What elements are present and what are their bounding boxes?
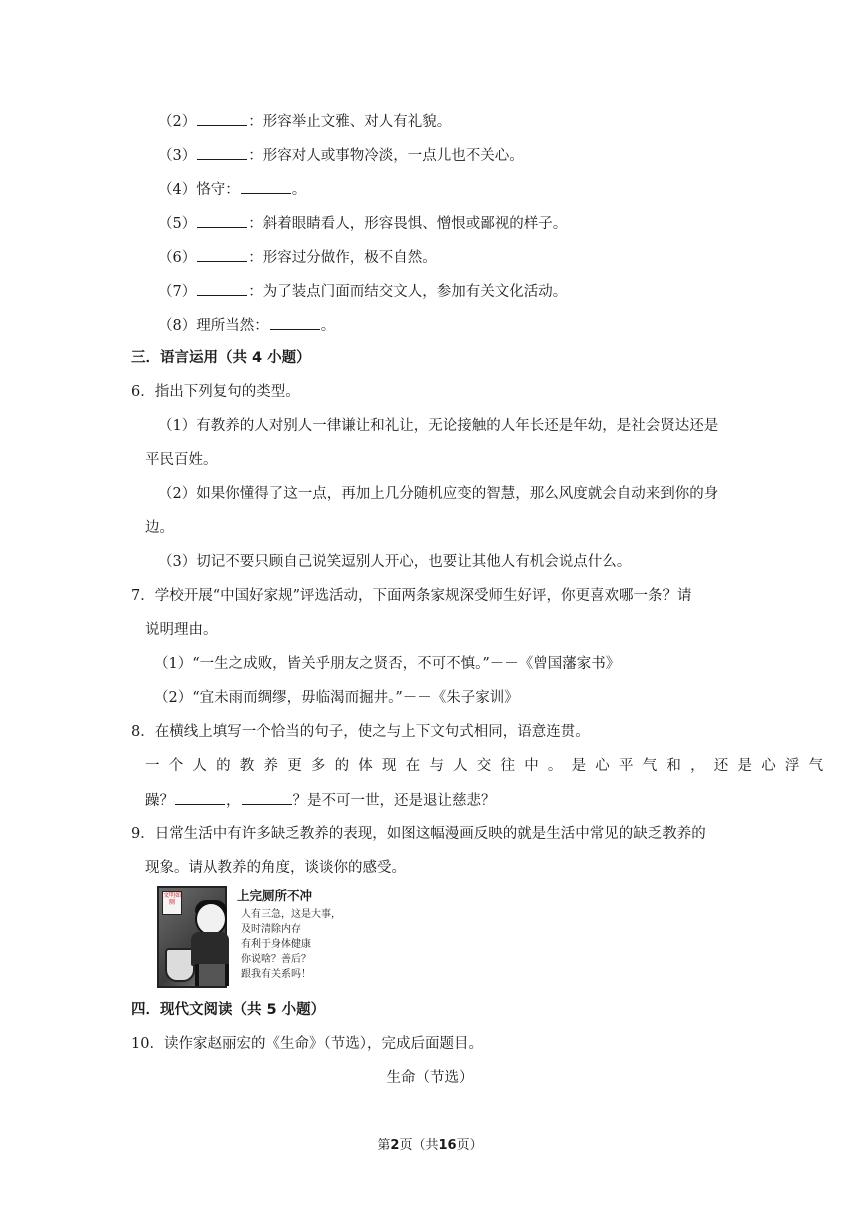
cartoon-caption: 跟我有关系吗！ (241, 969, 311, 980)
answer-blank[interactable] (197, 281, 247, 296)
section-heading-4: 四．现代文阅读（共 5 小题） (131, 1002, 326, 1018)
item-text: ：斜着眼睛看人，形容畏惧、憎恨或鄙视的样子。 (248, 216, 568, 232)
item-number: （8）理所当然： (158, 318, 269, 334)
answer-blank[interactable] (175, 790, 225, 805)
cartoon-body (191, 932, 229, 966)
item-number: （7） (158, 284, 197, 300)
answer-blank[interactable] (241, 179, 291, 194)
cartoon-panel (157, 886, 227, 988)
answer-blank[interactable] (270, 315, 320, 330)
q6-sentence-1a: （1）有教养的人对别人一律谦让和礼让，无论接触的人年长还是年幼，是社会贤达还是 (158, 418, 719, 434)
q8-stem: 8．在横线上填写一个恰当的句子，使之与上下文句式相同，语意连贯。 (131, 724, 590, 740)
q8-body-a: 一个人的教养更多的体现在与人交往中。是心平气和，还是心浮气 (145, 758, 833, 774)
item-7 (158, 281, 567, 302)
item-text: 。 (291, 182, 307, 198)
item-5 (158, 213, 567, 234)
q7-rule-1: （1）“一生之成败，皆关乎朋友之贤否，不可不慎。”－－《曾国藩家书》 (154, 656, 621, 672)
q9-stem-b: 现象。请从教养的角度，谈谈你的感受。 (145, 860, 406, 876)
page-footer (0, 1136, 860, 1156)
item-number: （5） (158, 216, 197, 232)
q10-stem: 10．读作家赵丽宏的《生命》（节选），完成后面题目。 (131, 1036, 483, 1052)
q6-sentence-2a: （2）如果你懂得了这一点，再加上几分随机应变的智慧，那么风度就会自动来到你的身 (158, 486, 719, 502)
q7-stem-a: 7．学校开展“中国好家规”评选活动，下面两条家规深受师生好评，你更喜欢哪一条？请 (131, 588, 692, 604)
q8-text: ？是不可一世，还是退让慈悲？ (292, 793, 496, 809)
item-number: （2） (158, 114, 197, 130)
section-heading-3: 三．语言运用（共 4 小题） (131, 350, 311, 366)
item-text: ：为了装点门面而结交文人，参加有关文化活动。 (248, 284, 568, 300)
item-text: ：形容对人或事物冷淡，一点儿也不关心。 (248, 148, 524, 164)
item-text: 。 (320, 318, 336, 334)
q8-body-b (145, 790, 496, 811)
page-total: 16 (438, 1138, 457, 1153)
cartoon-sign: 文明如厕 (162, 891, 182, 915)
q8-text: ， (226, 793, 241, 809)
cartoon-legs (195, 964, 229, 986)
item-2 (158, 111, 451, 132)
q7-stem-b: 说明理由。 (145, 622, 218, 638)
item-text: ：形容过分做作，极不自然。 (248, 250, 437, 266)
footer-text: 页） (456, 1138, 483, 1153)
cartoon-caption: 人有三急，这是大事， (241, 909, 341, 920)
q6-stem: 6．指出下列复句的类型。 (131, 384, 300, 400)
item-text: ：形容举止文雅、对人有礼貌。 (248, 114, 452, 130)
item-number: （6） (158, 250, 197, 266)
q7-rule-2: （2）“宜未雨而绸缪，毋临渴而掘井。”－－《朱子家训》 (154, 690, 519, 706)
item-3 (158, 145, 524, 166)
answer-blank[interactable] (197, 145, 247, 160)
answer-blank[interactable] (197, 247, 247, 262)
cartoon-caption: 你说啥？善后？ (241, 954, 311, 965)
q6-sentence-3: （3）切记不要只顾自己说笑逗别人开心，也要让其他人有机会说点什么。 (158, 554, 632, 570)
answer-blank[interactable] (197, 111, 247, 126)
cartoon-caption: 有利于身体健康 (241, 939, 311, 950)
cartoon-head (195, 902, 227, 936)
cartoon-caption: 及时清除内存 (241, 924, 301, 935)
item-number: （3） (158, 148, 197, 164)
cartoon-image (157, 886, 347, 988)
q9-stem-a: 9．日常生活中有许多缺乏教养的表现，如图这幅漫画反映的就是生活中常见的缺乏教养的 (131, 826, 706, 842)
item-6 (158, 247, 437, 268)
item-4 (158, 179, 306, 200)
page-number: 2 (390, 1138, 400, 1153)
footer-text: 页（共 (399, 1138, 439, 1153)
item-number: （4）恪守： (158, 182, 240, 198)
answer-blank[interactable] (197, 213, 247, 228)
q6-sentence-1b: 平民百姓。 (145, 452, 218, 468)
passage-title: 生命（节选） (386, 1070, 474, 1086)
item-8 (158, 315, 335, 336)
q6-sentence-2b: 边。 (145, 520, 174, 536)
answer-blank[interactable] (242, 790, 292, 805)
cartoon-title: 上完厕所不冲 (237, 888, 313, 903)
footer-text: 第 (377, 1138, 391, 1153)
q8-text: 躁？ (145, 793, 174, 809)
